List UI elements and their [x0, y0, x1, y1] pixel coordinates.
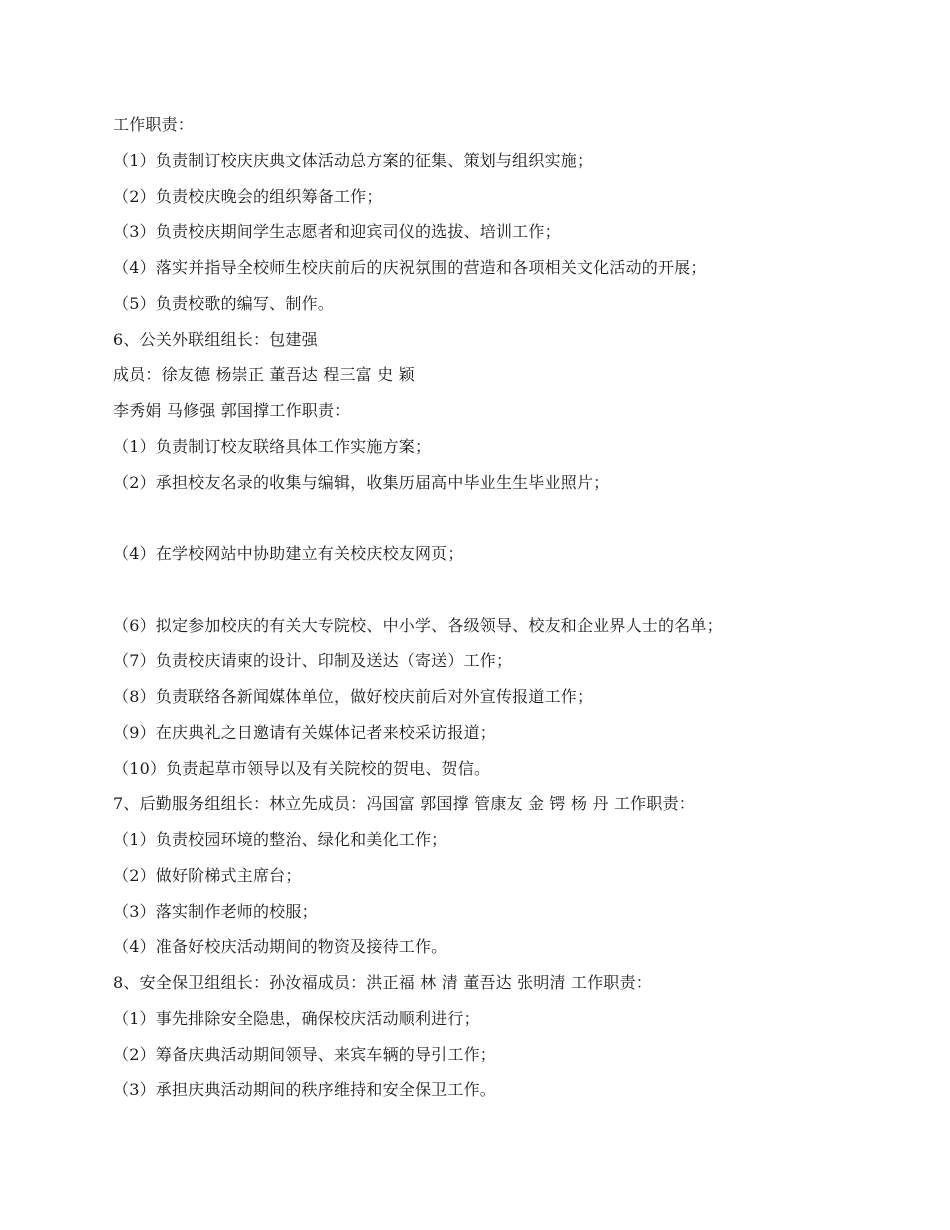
list-item: （3）落实制作老师的校服； [113, 902, 318, 921]
list-item: （1）负责制订校友联络具体工作实施方案； [113, 437, 432, 456]
list-item: （4）准备好校庆活动期间的物资及接待工作。 [113, 937, 448, 956]
list-item: （2）做好阶梯式主席台； [113, 866, 302, 885]
section-heading: 6、公关外联组组长：包建强 [113, 330, 318, 349]
members-line: 李秀娟 马修强 郭国撑工作职责： [113, 401, 351, 420]
section-heading: 7、后勤服务组组长：林立先成员：冯国富 郭国撑 管康友 金 锷 杨 丹 工作职责： [113, 794, 695, 813]
list-item: （2）筹备庆典活动期间领导、来宾车辆的导引工作； [113, 1045, 496, 1064]
section-heading: 8、安全保卫组组长：孙汝福成员：洪正福 林 清 董吾达 张明清 工作职责： [113, 973, 653, 992]
list-item: （2）负责校庆晚会的组织筹备工作； [113, 187, 383, 206]
list-item: （4）落实并指导全校师生校庆前后的庆祝氛围的营造和各项相关文化活动的开展； [113, 258, 707, 277]
list-item: （8）负责联络各新闻媒体单位，做好校庆前后对外宣传报道工作； [113, 687, 594, 706]
duties-heading: 工作职责： [113, 115, 195, 134]
list-item: （1）负责制订校庆庆典文体活动总方案的征集、策划与组织实施； [113, 151, 594, 170]
list-item: （9）在庆典礼之日邀请有关媒体记者来校采访报道； [113, 723, 496, 742]
list-item: （10）负责起草市领导以及有关院校的贺电、贺信。 [113, 759, 491, 778]
members-line: 成员：徐友德 杨崇正 董吾达 程三富 史 颖 [113, 365, 415, 384]
list-item: （3）负责校庆期间学生志愿者和迎宾司仪的选拔、培训工作； [113, 222, 561, 241]
list-item: （1）事先排除安全隐患，确保校庆活动顺利进行； [113, 1009, 480, 1028]
list-item: （5）负责校歌的编写、制作。 [113, 294, 334, 313]
list-item: （4）在学校网站中协助建立有关校庆校友网页； [113, 544, 464, 563]
list-item: （7）负责校庆请柬的设计、印制及送达（寄送）工作； [113, 651, 513, 670]
list-item: （1）负责校园环境的整治、绿化和美化工作； [113, 830, 448, 849]
list-item: （3）承担庆典活动期间的秩序维持和安全保卫工作。 [113, 1080, 496, 1099]
list-item: （2）承担校友名录的收集与编辑，收集历届高中毕业生生毕业照片； [113, 473, 610, 492]
list-item: （6）拟定参加校庆的有关大专院校、中小学、各级领导、校友和企业界人士的名单； [113, 616, 723, 635]
